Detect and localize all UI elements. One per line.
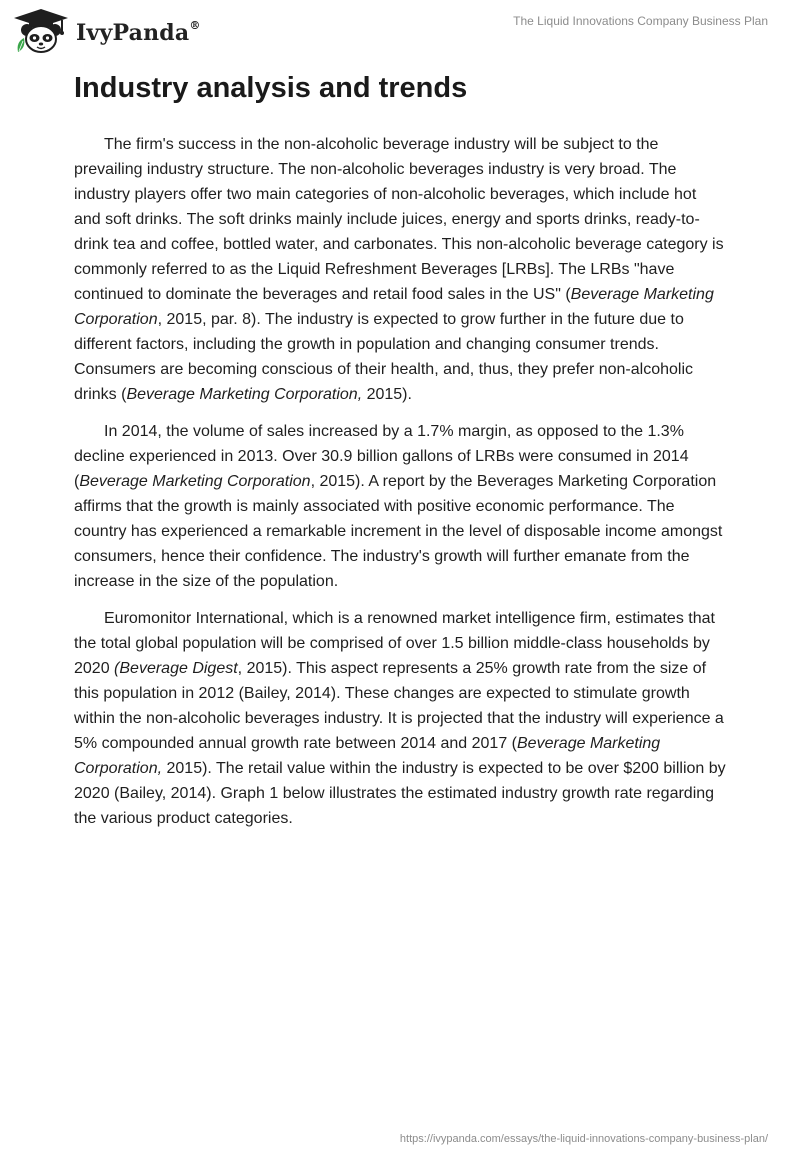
page-title: Industry analysis and trends	[74, 72, 468, 104]
text-run: , 2015, par. 8). The industry is expected to grow further in the future due to different factors, including the growth in population and changing consumer trends. Consumers are becoming conscious of their health, and, thus, they prefer non-alcoholic drinks (	[74, 311, 694, 403]
text-run: In 2014, the volume of sales increased by a 1.7% margin, as opposed to the 1.3% decline experienced in 2013. Over 30.9 billion gallons of LRBs were consumed in 2014 (	[74, 423, 689, 490]
citation-italic: Beverage Marketing Corporation	[74, 286, 714, 328]
text-run: The firm's success in the non-alcoholic beverage industry will be subject to the prevailing industry structure. The non-alcoholic beverages industry is very broad. The industry players offer two main categories of non-alcoholic beverages, which include hot and soft drinks. The soft drinks mainly include juices, energy and sports drinks, ready-to-drink tea and coffee, bottled water, and carbonates. This non-alcoholic beverage category is commonly referred to as the Liquid Refreshment Beverages [LRBs]. The LRBs "have continued to dominate the beverages and retail food sales in the US" (	[74, 136, 724, 303]
brand-name: IvyPanda®	[76, 18, 201, 46]
source-url[interactable]: https://ivypanda.com/essays/the-liquid-innovations-company-business-plan/	[399, 1133, 768, 1145]
article-body	[74, 132, 726, 843]
text-run: 2015). The retail value within the industry is expected to be over $200 billion by 2020 (Bailey, 2014). Graph 1 below illustrates the estimated industry growth rate regarding the various product categories.	[74, 760, 726, 827]
text-run: , 2015). This aspect represents a 25% growth rate from the size of this population in 2012 (Bailey, 2014). These changes are expected to stimulate growth within the non-alcoholic beverages industry. It is projected that the industry will experience a 5% compounded annual growth rate between 2014 and 2017 (	[74, 660, 724, 752]
paragraph	[74, 132, 726, 407]
paragraph	[74, 419, 726, 594]
panda-graduate-icon	[12, 8, 70, 54]
paragraph	[74, 606, 726, 831]
citation-italic: Beverage Marketing Corporation,	[126, 386, 363, 403]
text-run: , 2015). A report by the Beverages Marketing Corporation affirms that the growth is mainly associated with positive economic performance. The country has experienced a remarkable increment in the level of disposable income amongst consumers, hence their confidence. The industry's growth will further emanate from the increase in the size of the population.	[74, 473, 723, 590]
brand-logo[interactable]	[12, 8, 201, 54]
citation-italic: (Beverage Digest	[114, 660, 238, 677]
text-run: Euromonitor International, which is a renowned market intelligence firm, estimates that the total global population will be comprised of over 1.5 billion middle-class households by 2020	[74, 610, 715, 677]
citation-italic: Beverage Marketing Corporation,	[74, 735, 661, 777]
citation-italic: Beverage Marketing Corporation	[79, 473, 311, 490]
text-run: 2015).	[362, 386, 412, 403]
page-header	[0, 0, 800, 60]
document-title: The Liquid Innovations Company Business Plan	[513, 14, 768, 28]
